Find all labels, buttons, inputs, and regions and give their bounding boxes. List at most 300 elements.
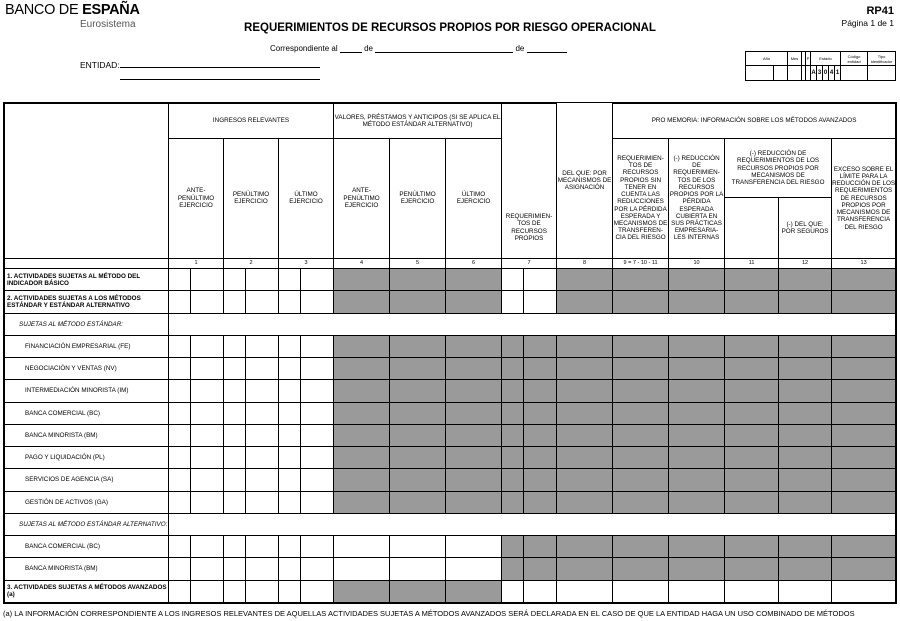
shaded-cell — [832, 358, 896, 380]
shaded-cell — [334, 447, 390, 469]
shaded-cell — [669, 335, 725, 357]
input-cell[interactable] — [613, 580, 669, 602]
shaded-cell — [613, 447, 669, 469]
input-cell[interactable] — [279, 536, 301, 558]
shaded-cell — [390, 402, 446, 424]
shaded-cell — [779, 335, 832, 357]
input-cell[interactable] — [301, 491, 334, 513]
header-c12: (-) DEL QUE: POR SEGUROS — [779, 198, 832, 258]
row-label: 3. ACTIVIDADES SUJETAS A MÉTODOS AVANZADOS (a) — [5, 580, 169, 602]
group-valores: VALORES, PRÉSTAMOS Y ANTICIPOS (SI SE APLICA EL MÉTODO ESTÁNDAR ALTERNATIVO) — [334, 104, 502, 139]
shaded-cell — [502, 424, 524, 446]
shaded-cell — [725, 402, 779, 424]
input-cell[interactable] — [301, 536, 334, 558]
shaded-cell — [669, 402, 725, 424]
input-cell[interactable] — [279, 447, 301, 469]
shaded-cell — [779, 558, 832, 580]
input-cell[interactable] — [301, 291, 334, 313]
shaded-cell — [524, 558, 557, 580]
input-cell[interactable] — [169, 269, 191, 291]
shaded-cell — [669, 424, 725, 446]
row-label: SERVICIOS DE AGENCIA (SA) — [5, 469, 169, 491]
shaded-cell — [669, 469, 725, 491]
input-cell[interactable] — [191, 269, 224, 291]
input-cell[interactable] — [246, 291, 279, 313]
row-label: INTERMEDIACIÓN MINORISTA (IM) — [5, 380, 169, 402]
input-cell[interactable] — [191, 380, 224, 402]
input-cell[interactable] — [224, 558, 246, 580]
shaded-cell — [502, 402, 524, 424]
shaded-cell — [524, 402, 557, 424]
logo-suffix: ESPAÑA — [82, 2, 140, 18]
input-cell[interactable] — [169, 291, 191, 313]
row-label: PAGO Y LIQUIDACIÓN (PL) — [5, 447, 169, 469]
input-cell[interactable] — [224, 469, 246, 491]
shaded-cell — [446, 358, 502, 380]
column-number: 9 = 7 - 10 - 11 — [613, 258, 669, 269]
shaded-cell — [832, 380, 896, 402]
header-c11-blank — [725, 198, 779, 258]
input-cell[interactable] — [224, 580, 246, 602]
row-label: BANCA COMERCIAL (BC) — [5, 402, 169, 424]
input-cell[interactable] — [169, 358, 191, 380]
input-cell[interactable] — [246, 469, 279, 491]
form-code: RP41 — [866, 5, 894, 17]
shaded-cell — [334, 335, 390, 357]
input-cell[interactable] — [191, 291, 224, 313]
input-cell[interactable] — [502, 580, 524, 602]
shaded-cell — [502, 335, 524, 357]
shaded-cell — [446, 380, 502, 402]
input-cell[interactable] — [279, 558, 301, 580]
input-cell[interactable] — [191, 424, 224, 446]
input-cell[interactable] — [224, 335, 246, 357]
input-cell[interactable] — [446, 536, 502, 558]
shaded-cell — [557, 402, 613, 424]
shaded-cell — [524, 380, 557, 402]
input-cell[interactable] — [246, 580, 279, 602]
shaded-cell — [779, 269, 832, 291]
shaded-cell — [446, 291, 502, 313]
id-month-cell[interactable] — [788, 66, 802, 81]
row-label: BANCA MINORISTA (BM) — [5, 558, 169, 580]
input-cell[interactable] — [224, 402, 246, 424]
input-cell[interactable] — [224, 536, 246, 558]
shaded-cell — [725, 558, 779, 580]
entidad-field-2[interactable] — [120, 79, 320, 80]
input-cell[interactable] — [334, 536, 390, 558]
input-cell[interactable] — [390, 536, 446, 558]
shaded-cell — [557, 536, 613, 558]
shaded-cell — [390, 380, 446, 402]
header-c9: REQUERIMIEN-TOS DE RECURSOS PROPIOS SIN TENER EN CUENTA LAS REDUCCIONES POR LA PÉRDIDA ESPERADA Y MECANISMOS DE TRANSFEREN-CIA DEL RIESGO — [613, 138, 669, 258]
shaded-cell — [779, 380, 832, 402]
input-cell[interactable] — [246, 491, 279, 513]
shaded-cell — [557, 424, 613, 446]
shaded-cell — [446, 424, 502, 446]
shaded-cell — [334, 402, 390, 424]
shaded-cell — [390, 469, 446, 491]
shaded-cell — [334, 491, 390, 513]
id-estado-cell: A — [811, 66, 817, 81]
shaded-cell — [725, 358, 779, 380]
input-cell[interactable] — [246, 447, 279, 469]
corner-cell — [5, 104, 169, 259]
input-cell[interactable] — [169, 335, 191, 357]
input-cell[interactable] — [301, 380, 334, 402]
shaded-cell — [832, 469, 896, 491]
shaded-cell — [502, 536, 524, 558]
input-cell[interactable] — [832, 580, 896, 602]
shaded-cell — [502, 358, 524, 380]
input-cell[interactable] — [191, 469, 224, 491]
shaded-cell — [390, 424, 446, 446]
shaded-cell — [725, 291, 779, 313]
shaded-cell — [725, 469, 779, 491]
shaded-cell — [390, 358, 446, 380]
year-field[interactable] — [527, 43, 567, 53]
section-label: SUJETAS AL MÉTODO ESTÁNDAR ALTERNATIVO: — [5, 513, 169, 535]
header-c2: PENÚLTIMO EJERCICIO — [224, 138, 279, 258]
shaded-cell — [390, 447, 446, 469]
row-label: GESTIÓN DE ACTIVOS (GA) — [5, 491, 169, 513]
row-label: 1. ACTIVIDADES SUJETAS AL MÉTODO DEL INDICADOR BÁSICO — [5, 269, 169, 291]
shaded-cell — [334, 580, 390, 602]
input-cell[interactable] — [279, 491, 301, 513]
shaded-cell — [832, 424, 896, 446]
shaded-cell — [613, 380, 669, 402]
column-number: 6 — [446, 258, 502, 269]
input-cell[interactable] — [246, 380, 279, 402]
bank-logo — [5, 2, 140, 18]
input-cell[interactable] — [301, 558, 334, 580]
shaded-cell — [832, 558, 896, 580]
input-cell[interactable] — [279, 335, 301, 357]
input-cell[interactable] — [169, 491, 191, 513]
shaded-cell — [779, 447, 832, 469]
period-label: Correspondiente al — [270, 44, 338, 53]
id-estado-cell: 3 — [817, 66, 823, 81]
input-cell[interactable] — [169, 469, 191, 491]
input-cell[interactable] — [169, 380, 191, 402]
header-c13: EXCESO SOBRE EL LÍMITE PARA LA REDUCCIÓN DE LOS REQUERIMIENTOS DE RECURSOS PROPIOS POR MECANISMOS DE TRANSFERENCIA DEL RIESGO — [832, 138, 896, 258]
shaded-cell — [725, 491, 779, 513]
shaded-cell — [557, 469, 613, 491]
shaded-cell — [390, 269, 446, 291]
shaded-cell — [669, 380, 725, 402]
page-title: REQUERIMIENTOS DE RECURSOS PROPIOS POR RIESGO OPERACIONAL — [244, 22, 656, 34]
input-cell[interactable] — [224, 447, 246, 469]
column-number: 13 — [832, 258, 896, 269]
shaded-cell — [613, 558, 669, 580]
input-cell[interactable] — [779, 580, 832, 602]
shaded-cell — [334, 358, 390, 380]
shaded-cell — [832, 447, 896, 469]
column-number: 5 — [390, 258, 446, 269]
logo-subtitle: Eurosistema — [80, 19, 136, 30]
column-number: 1 — [169, 258, 224, 269]
id-box — [745, 51, 895, 81]
input-cell[interactable] — [169, 402, 191, 424]
input-cell[interactable] — [279, 380, 301, 402]
input-cell[interactable] — [524, 269, 557, 291]
shaded-cell — [334, 291, 390, 313]
input-cell[interactable] — [224, 358, 246, 380]
input-cell[interactable] — [524, 291, 557, 313]
row-label: NEGOCIACIÓN Y VENTAS (NV) — [5, 358, 169, 380]
shaded-cell — [779, 469, 832, 491]
header-c8: DEL QUE: POR MECANISMOS DE ASIGNACIÓN — [557, 104, 613, 259]
input-cell[interactable] — [301, 402, 334, 424]
day-field[interactable] — [340, 43, 362, 53]
shaded-cell — [779, 491, 832, 513]
header-c5: PENÚLTIMO EJERCICIO — [390, 138, 446, 258]
input-cell[interactable] — [557, 580, 613, 602]
header-c1: ANTE-PENÚLTIMO EJERCICIO — [169, 138, 224, 258]
input-cell[interactable] — [301, 358, 334, 380]
input-cell[interactable] — [246, 536, 279, 558]
input-cell[interactable] — [191, 335, 224, 357]
column-number: 10 — [669, 258, 725, 269]
shaded-cell — [669, 358, 725, 380]
group-reduccion: (-) REDUCCIÓN DE REQUERIMIENTOS DE LOS RECURSOS PROPIOS POR MECANISMOS DE TRANSFERENCIA DEL RIESGO — [725, 138, 832, 197]
shaded-cell — [446, 269, 502, 291]
input-cell[interactable] — [669, 580, 725, 602]
input-cell[interactable] — [224, 380, 246, 402]
input-cell[interactable] — [279, 469, 301, 491]
shaded-cell — [669, 447, 725, 469]
input-cell[interactable] — [279, 424, 301, 446]
shaded-cell — [334, 269, 390, 291]
input-cell[interactable] — [301, 269, 334, 291]
shaded-cell — [524, 469, 557, 491]
logo-prefix: BANCO DE — [5, 2, 83, 18]
input-cell[interactable] — [301, 424, 334, 446]
shaded-cell — [390, 491, 446, 513]
page-info: Página 1 de 1 — [841, 18, 894, 28]
period-de1: de — [364, 44, 373, 53]
entidad-field-1[interactable] — [120, 67, 320, 68]
header-c4: ANTE-PENÚLTIMO EJERCICIO — [334, 138, 390, 258]
shaded-cell — [613, 335, 669, 357]
input-cell[interactable] — [191, 402, 224, 424]
shaded-cell — [524, 447, 557, 469]
input-cell[interactable] — [279, 580, 301, 602]
input-cell[interactable] — [390, 558, 446, 580]
column-number: 7 — [502, 258, 557, 269]
shaded-cell — [669, 558, 725, 580]
shaded-cell — [779, 358, 832, 380]
input-cell[interactable] — [301, 469, 334, 491]
shaded-cell — [390, 580, 446, 602]
input-cell[interactable] — [169, 424, 191, 446]
shaded-cell — [669, 536, 725, 558]
shaded-cell — [725, 380, 779, 402]
shaded-cell — [446, 469, 502, 491]
id-estado-cell: 4 — [829, 66, 835, 81]
input-cell[interactable] — [279, 291, 301, 313]
shaded-cell — [557, 291, 613, 313]
shaded-cell — [502, 558, 524, 580]
header-c7: REQUERIMIEN-TOS DE RECURSOS PROPIOS — [502, 198, 557, 258]
shaded-cell — [779, 536, 832, 558]
input-cell[interactable] — [301, 335, 334, 357]
shaded-cell — [613, 491, 669, 513]
id-estado-cell: 1 — [835, 66, 841, 81]
shaded-cell — [557, 491, 613, 513]
id-tipo-cell[interactable] — [868, 66, 896, 81]
shaded-cell — [725, 447, 779, 469]
group-ingresos: INGRESOS RELEVANTES — [169, 104, 334, 139]
shaded-cell — [334, 469, 390, 491]
input-cell[interactable] — [246, 335, 279, 357]
input-cell[interactable] — [191, 580, 224, 602]
month-field[interactable] — [375, 43, 513, 53]
shaded-cell — [502, 469, 524, 491]
input-cell[interactable] — [191, 558, 224, 580]
section-spacer — [169, 513, 896, 535]
group-req-blank — [502, 104, 557, 198]
input-cell[interactable] — [191, 491, 224, 513]
input-cell[interactable] — [169, 558, 191, 580]
shaded-cell — [446, 491, 502, 513]
id-year-cell[interactable] — [746, 66, 774, 81]
header-c3: ÚLTIMO EJERCICIO — [279, 138, 334, 258]
group-memoria: PRO MEMORIA: INFORMACIÓN SOBRE LOS MÉTODOS AVANZADOS — [613, 104, 896, 139]
input-cell[interactable] — [224, 424, 246, 446]
input-cell[interactable] — [191, 358, 224, 380]
shaded-cell — [725, 424, 779, 446]
id-header-tipo: Tipo identificador — [868, 52, 896, 66]
id-header-month: Mes — [788, 52, 802, 66]
input-cell[interactable] — [446, 558, 502, 580]
column-number: 3 — [279, 258, 334, 269]
input-cell[interactable] — [246, 558, 279, 580]
input-cell[interactable] — [224, 291, 246, 313]
shaded-cell — [524, 424, 557, 446]
shaded-cell — [832, 402, 896, 424]
row-label: BANCA MINORISTA (BM) — [5, 424, 169, 446]
id-codigo-cell[interactable] — [841, 66, 868, 81]
shaded-cell — [446, 580, 502, 602]
input-cell[interactable] — [224, 269, 246, 291]
shaded-cell — [446, 447, 502, 469]
shaded-cell — [613, 358, 669, 380]
shaded-cell — [832, 536, 896, 558]
input-cell[interactable] — [301, 580, 334, 602]
row-label: FINANCIACIÓN EMPRESARIAL (FE) — [5, 335, 169, 357]
input-cell[interactable] — [301, 447, 334, 469]
input-cell[interactable] — [246, 424, 279, 446]
period-line — [270, 43, 567, 53]
shaded-cell — [502, 491, 524, 513]
id-header-year: Año — [746, 52, 788, 66]
input-cell[interactable] — [279, 358, 301, 380]
shaded-cell — [669, 269, 725, 291]
shaded-cell — [334, 380, 390, 402]
shaded-cell — [725, 536, 779, 558]
input-cell[interactable] — [246, 269, 279, 291]
shaded-cell — [446, 402, 502, 424]
shaded-cell — [725, 335, 779, 357]
row-label: BANCA COMERCIAL (BC) — [5, 536, 169, 558]
shaded-cell — [502, 447, 524, 469]
input-cell[interactable] — [169, 536, 191, 558]
shaded-cell — [613, 536, 669, 558]
input-cell[interactable] — [502, 269, 524, 291]
shaded-cell — [557, 558, 613, 580]
id-estado-cell: 0 — [823, 66, 829, 81]
shaded-cell — [613, 424, 669, 446]
shaded-cell — [524, 358, 557, 380]
input-cell[interactable] — [191, 447, 224, 469]
shaded-cell — [557, 335, 613, 357]
input-cell[interactable] — [725, 580, 779, 602]
column-number: 4 — [334, 258, 390, 269]
shaded-cell — [446, 335, 502, 357]
input-cell[interactable] — [279, 269, 301, 291]
row-label: 2. ACTIVIDADES SUJETAS A LOS MÉTODOS ESTÁNDAR Y ESTÁNDAR ALTERNATIVO — [5, 291, 169, 313]
input-cell[interactable] — [246, 402, 279, 424]
input-cell[interactable] — [169, 447, 191, 469]
shaded-cell — [832, 335, 896, 357]
shaded-cell — [613, 269, 669, 291]
shaded-cell — [557, 358, 613, 380]
shaded-cell — [613, 402, 669, 424]
section-label: SUJETAS AL MÉTODO ESTÁNDAR: — [5, 313, 169, 335]
shaded-cell — [832, 291, 896, 313]
main-form-table — [3, 102, 897, 604]
shaded-cell — [832, 491, 896, 513]
column-number: 2 — [224, 258, 279, 269]
num-corner — [5, 258, 169, 269]
shaded-cell — [725, 269, 779, 291]
shaded-cell — [334, 424, 390, 446]
shaded-cell — [524, 536, 557, 558]
id-header-p: P — [806, 52, 811, 66]
id-header-codigo: Código entidad — [841, 52, 868, 66]
shaded-cell — [669, 491, 725, 513]
input-cell[interactable] — [169, 580, 191, 602]
header-c6: ÚLTIMO EJERCICIO — [446, 138, 502, 258]
input-cell[interactable] — [279, 402, 301, 424]
input-cell[interactable] — [224, 491, 246, 513]
shaded-cell — [524, 335, 557, 357]
shaded-cell — [557, 269, 613, 291]
input-cell[interactable] — [191, 536, 224, 558]
shaded-cell — [832, 269, 896, 291]
input-cell[interactable] — [524, 580, 557, 602]
period-de2: de — [515, 44, 525, 53]
input-cell[interactable] — [246, 358, 279, 380]
input-cell[interactable] — [334, 558, 390, 580]
shaded-cell — [390, 335, 446, 357]
input-cell[interactable] — [502, 291, 524, 313]
id-header-estado: Estado — [811, 52, 841, 66]
shaded-cell — [524, 491, 557, 513]
entidad-label: ENTIDAD: — [80, 60, 120, 70]
shaded-cell — [779, 424, 832, 446]
shaded-cell — [669, 291, 725, 313]
shaded-cell — [557, 447, 613, 469]
shaded-cell — [502, 380, 524, 402]
shaded-cell — [779, 291, 832, 313]
id-year-cell-2[interactable] — [774, 66, 788, 81]
shaded-cell — [779, 402, 832, 424]
column-number: 8 — [557, 258, 613, 269]
footnote: (a) LA INFORMACIÓN CORRESPONDIENTE A LOS INGRESOS RELEVANTES DE AQUELLAS ACTIVIDADES SUJETAS A MÉTODOS AVANZADOS SERÁ DECLARADA EN EL CASO DE QUE LA ENTIDAD HAGA UN USO COMBINADO DE MÉTODOS — [3, 609, 855, 618]
column-number: 11 — [725, 258, 779, 269]
